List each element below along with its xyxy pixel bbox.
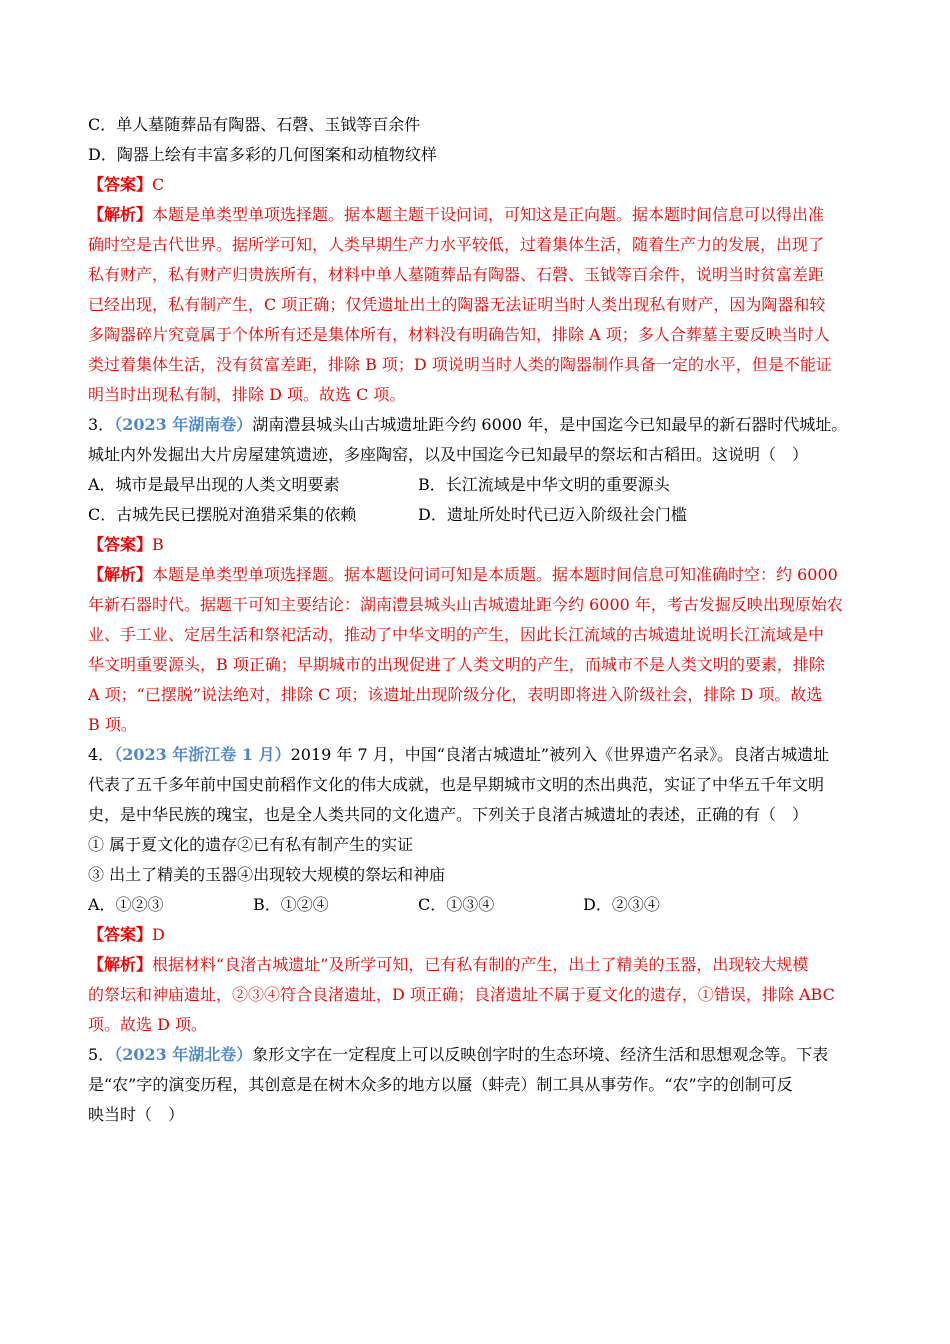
q2-answer [88,170,863,200]
q5-stem-line: 5．（2023 年湖北卷）象形文字在一定程度上可以反映创字时的生态环境、经济生活和思想观念等。下表 [88,1045,829,1064]
q4-analysis-line: 项。故选 D 项。 [88,1015,208,1034]
answer-value: C [152,175,165,194]
analysis-tag: 【解析】 [88,565,153,584]
q3-option-c[interactable]: C．古城先民已摆脱对渔猎采集的依赖 [88,505,357,524]
q4-option-a[interactable]: A．①②③ [88,895,164,914]
q3-options-row [88,470,863,500]
q2-analysis-line: 类过着集体生活，没有贫富差距，排除 B 项；D 项说明当时人类的陶器制作具备一定的水平，但是不能证 [88,355,832,374]
q4-options-row [88,890,863,920]
q3-option-a[interactable]: A．城市是最早出现的人类文明要素 [88,475,340,494]
question-number: 3． [88,415,115,434]
q2-option-c[interactable]: C．单人墓随葬品有陶器、石磬、玉钺等百余件 [88,115,421,134]
q5-stem-line: 映当时（ ） [88,1105,185,1124]
content [88,110,863,1130]
q4-option-c[interactable]: C．①③④ [418,895,495,914]
answer-tag: 【答案】 [88,175,153,194]
q3-analysis-line: 【解析】本题是单类型单项选择题。据本题设问词可知是本质题。据本题时间信息可知准确时空：约 6000 [88,565,838,584]
q3-answer [88,530,863,560]
q3-stem-line: 3．（2023 年湖南卷）湖南澧县城头山古城遗址距今约 6000 年，是中国迄今已知最早的新石器时代城址。 [88,415,848,434]
q3-analysis-line: A 项；“已摆脱”说法绝对，排除 C 项；该遗址出现阶级分化，表明即将进入阶级社会，排除 D 项。故选 [88,685,823,704]
q2-analysis-line: 多陶器碎片究竟属于个体所有还是集体所有，材料没有明确告知，排除 A 项；多人合葬墓主要反映当时人 [88,325,830,344]
answer-tag: 【答案】 [88,535,153,554]
question-source: （2023 年湖北卷） [114,1045,253,1064]
q4-items-line: ③ 出土了精美的玉器④出现较大规模的祭坛和神庙 [88,865,446,884]
question-source: （2023 年湖南卷） [114,415,253,434]
q2-option-d[interactable]: D．陶器上绘有丰富多彩的几何图案和动植物纹样 [88,145,437,164]
q2-analysis-line: 已经出现，私有制产生，C 项正确；仅凭遗址出土的陶器无法证明当时人类出现私有财产，因为陶器和较 [88,295,826,314]
question-number: 4． [88,745,115,764]
analysis-tag: 【解析】 [88,955,153,974]
q5-stem-line: 是“农”字的演变历程，其创意是在树木众多的地方以蜃（蚌壳）制工具从事劳作。“农”字的创制可反 [88,1075,793,1094]
q4-stem-line: 史，是中华民族的瑰宝，也是全人类共同的文化遗产。下列关于良渚古城遗址的表述，正确的有（ ） [88,805,809,824]
answer-value: D [152,925,165,944]
q3-analysis-line: 华文明重要源头，B 项正确；早期城市的出现促进了人类文明的产生，而城市不是人类文明的要素，排除 [88,655,825,674]
q3-stem-line: 城址内外发掘出大片房屋建筑遗迹，多座陶窑，以及中国迄今已知最早的祭坛和古稻田。这说明（ ） [88,445,809,464]
q4-stem-line: 代表了五千多年前中国史前稻作文化的伟大成就，也是早期城市文明的杰出典范，实证了中华五千年文明 [88,775,825,794]
answer-tag: 【答案】 [88,925,153,944]
analysis-tag: 【解析】 [88,205,153,224]
q3-analysis-line: 年新石器时代。据题干可知主要结论：湖南澧县城头山古城遗址距今约 6000 年，考古发掘反映出现原始农 [88,595,843,614]
q4-option-b[interactable]: B．①②④ [253,895,329,914]
q4-items-line: ① 属于夏文化的遗存②已有私有制产生的实证 [88,835,414,854]
q4-stem-line: 4．（2023 年浙江卷 1 月）2019 年 7 月，中国“良渚古城遗址”被列入《世界遗产名录》。良渚古城遗址 [88,745,830,764]
q3-options-row [88,500,863,530]
q4-analysis-line: 【解析】根据材料“良渚古城遗址”及所学可知，已有私有制的产生，出土了精美的玉器，出现较大规模 [88,955,809,974]
question-source: （2023 年浙江卷 1 月） [114,745,291,764]
q3-analysis-line: B 项。 [88,715,137,734]
q3-option-b[interactable]: B．长江流域是中华文明的重要源头 [418,475,670,494]
question-number: 5． [88,1045,115,1064]
q4-analysis-line: 的祭坛和神庙遗址，②③④符合良渚遗址，D 项正确；良渚遗址不属于夏文化的遗存，①错误，排除 ABC [88,985,835,1004]
q3-option-d[interactable]: D．遗址所处时代已迈入阶级社会门槛 [418,505,687,524]
q4-option-d[interactable]: D．②③④ [583,895,660,914]
q3-analysis-line: 业、手工业、定居生活和祭祀活动，推动了中华文明的产生，因此长江流域的古城遗址说明长江流域是中 [88,625,825,644]
answer-value: B [152,535,164,554]
q2-analysis-line: 私有财产，私有财产归贵族所有，材料中单人墓随葬品有陶器、石磬、玉钺等百余件，说明当时贫富差距 [88,265,825,284]
q2-analysis-line: 确时空是古代世界。据所学可知，人类早期生产力水平较低，过着集体生活，随着生产力的发展，出现了 [88,235,825,254]
q4-answer [88,920,863,950]
q2-analysis-line: 明当时出现私有制，排除 D 项。故选 C 项。 [88,385,406,404]
q2-analysis-line: 【解析】本题是单类型单项选择题。据本题主题干设问词，可知这是正向题。据本题时间信息可以得出准 [88,205,825,224]
